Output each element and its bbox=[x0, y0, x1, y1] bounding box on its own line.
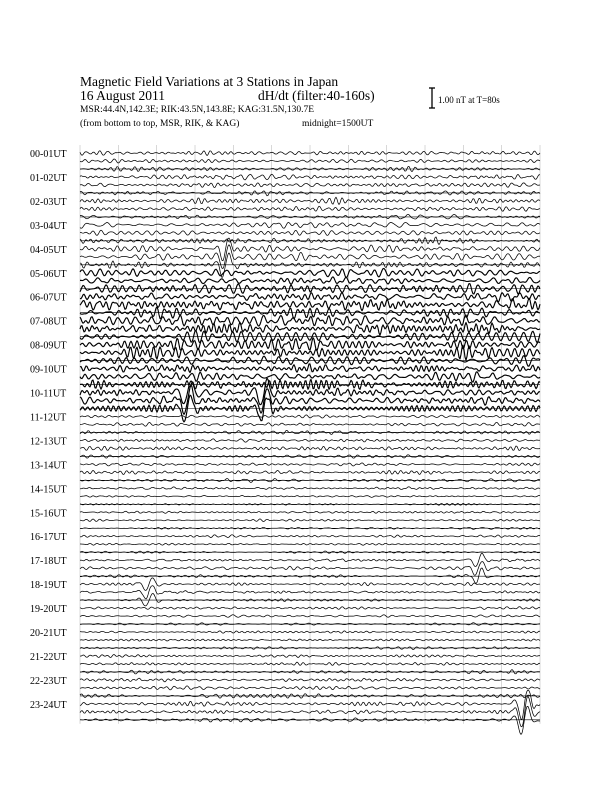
hour-labels bbox=[30, 149, 67, 711]
chart-quantity: dH/dt (filter:40-160s) bbox=[258, 88, 375, 103]
hour-label: 20-21UT bbox=[30, 628, 67, 639]
hour-label: 03-04UT bbox=[30, 220, 67, 232]
midnight-note: midnight=1500UT bbox=[302, 119, 374, 129]
hour-label: 11-12UT bbox=[30, 412, 67, 424]
hour-label: 15-16UT bbox=[30, 508, 67, 520]
hour-label: 22-23UT bbox=[30, 675, 67, 687]
chart-title: Magnetic Field Variations at 3 Stations in Japan bbox=[80, 74, 339, 89]
hour-label: 09-10UT bbox=[30, 364, 67, 376]
hour-label: 16-17UT bbox=[30, 532, 67, 544]
hour-label: 08-09UT bbox=[30, 340, 67, 352]
hour-label: 01-02UT bbox=[30, 172, 67, 184]
hour-label: 02-03UT bbox=[30, 196, 67, 208]
hour-label: 04-05UT bbox=[30, 244, 67, 256]
hour-label: 21-22UT bbox=[30, 651, 67, 663]
hour-label: 07-08UT bbox=[30, 316, 67, 328]
hour-label: 00-01UT bbox=[30, 149, 67, 160]
station-order-note: (from bottom to top, MSR, RIK, & KAG) bbox=[80, 119, 240, 129]
scale-bar bbox=[429, 88, 500, 108]
hour-label: 17-18UT bbox=[30, 556, 67, 568]
hour-label: 10-11UT bbox=[30, 388, 67, 400]
hour-label: 12-13UT bbox=[30, 436, 67, 448]
hour-label: 23-24UT bbox=[30, 699, 67, 711]
hour-label: 14-15UT bbox=[30, 484, 67, 496]
scale-bar-label: 1.00 nT at T=80s bbox=[438, 95, 500, 105]
hour-label: 13-14UT bbox=[30, 460, 67, 472]
hour-label: 05-06UT bbox=[30, 268, 67, 280]
hour-label: 19-20UT bbox=[30, 604, 67, 616]
hour-label: 06-07UT bbox=[30, 292, 67, 304]
chart-date: 16 August 2011 bbox=[80, 88, 166, 103]
hour-label: 18-19UT bbox=[30, 580, 67, 592]
station-coordinates: MSR:44.4N,142.3E; RIK:43.5N,143.8E; KAG:31.5N,130.7E bbox=[80, 105, 315, 115]
